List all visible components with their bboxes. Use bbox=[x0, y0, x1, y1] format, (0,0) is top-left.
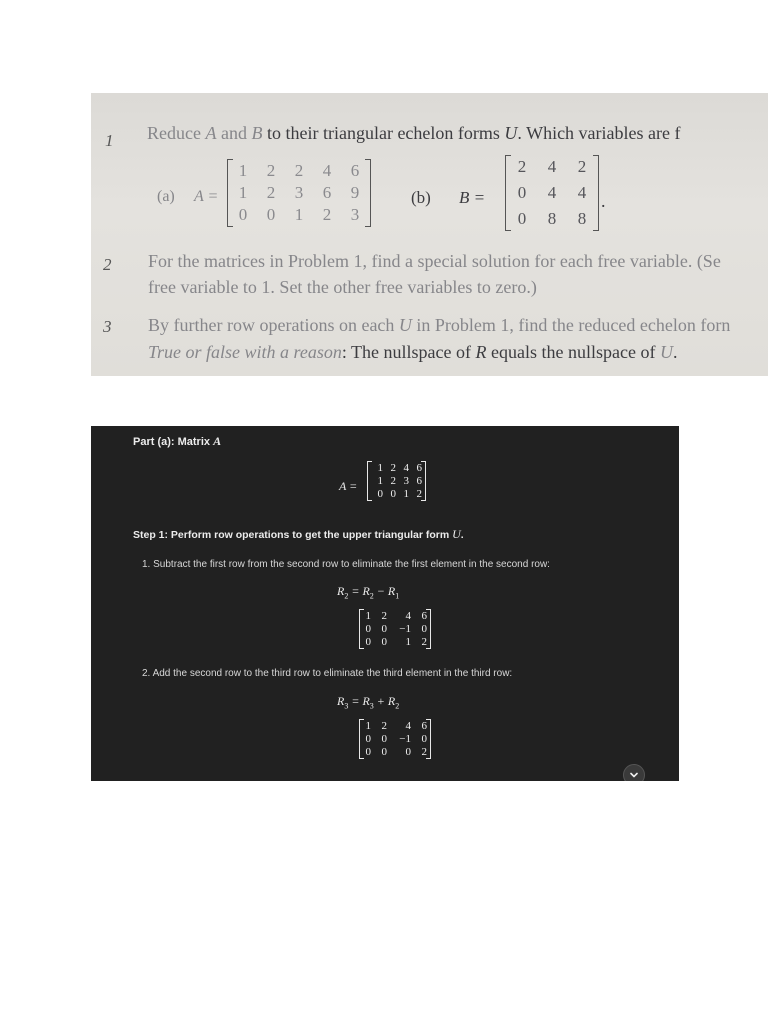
matrix-cell: 2 bbox=[322, 205, 332, 224]
matrix-cell: 1 bbox=[238, 183, 248, 202]
step-item-1: 1. Subtract the first row from the second row to eliminate the first element in the second row: bbox=[142, 559, 550, 570]
matrix-cell: 0 bbox=[381, 733, 387, 745]
matrix-cell: 0 bbox=[421, 623, 427, 635]
matrix-cell: 4 bbox=[405, 720, 411, 732]
matrix-cell: 2 bbox=[266, 183, 276, 202]
matrix-cell: 6 bbox=[421, 720, 427, 732]
matrix-cell: 0 bbox=[266, 205, 276, 224]
period-b: . bbox=[601, 191, 606, 211]
problem-3-line1: By further row operations on each U in Problem 1, find the reduced echelon forn bbox=[148, 315, 731, 335]
matrix-cell: 4 bbox=[403, 462, 409, 474]
matrix-cell: 4 bbox=[547, 157, 557, 176]
matrix-cell: 2 bbox=[577, 157, 587, 176]
step-item-2: 2. Add the second row to the third row to eliminate the third element in the third row: bbox=[142, 668, 513, 679]
matrix-cell: 6 bbox=[416, 462, 422, 474]
chevron-down-icon bbox=[629, 770, 639, 780]
label-a: (a) bbox=[157, 188, 175, 205]
matrix-cell: 4 bbox=[577, 183, 587, 202]
matrix-cell: 1 bbox=[377, 475, 383, 487]
matrix-cell: 0 bbox=[365, 733, 371, 745]
matrix-cell: 0 bbox=[381, 623, 387, 635]
matrix-cell: 0 bbox=[365, 636, 371, 648]
matrix-cell: 0 bbox=[365, 746, 371, 758]
matrix-cell: 0 bbox=[421, 733, 427, 745]
step1-title: Step 1: Perform row operations to get the upper triangular form U. bbox=[133, 527, 464, 541]
matrix-cell: 1 bbox=[365, 610, 371, 622]
matrix-cell: 2 bbox=[390, 475, 396, 487]
matrix-cell: 2 bbox=[421, 746, 427, 758]
matrix-cell: 3 bbox=[403, 475, 409, 487]
solution-panel bbox=[91, 426, 679, 781]
equation-2: $R_3 = R_3 + R_2$ bbox=[337, 694, 400, 711]
matrix-cell: 2 bbox=[381, 720, 387, 732]
matrix-cell: 8 bbox=[547, 209, 557, 228]
matrix-cell: 0 bbox=[381, 636, 387, 648]
problem-3-line2: True or false with a reason: The nullspace of R equals the nullspace of U. bbox=[148, 342, 678, 362]
problem-2-number: 2 bbox=[103, 255, 112, 274]
problem-3-number: 3 bbox=[103, 317, 112, 336]
matrix-step-2 bbox=[359, 719, 431, 759]
matrix-cell: 9 bbox=[350, 183, 360, 202]
matrix-cell: 6 bbox=[350, 161, 360, 180]
matrix-cell: 2 bbox=[294, 161, 304, 180]
matrix-cell: 3 bbox=[294, 183, 304, 202]
matrix-cell: 2 bbox=[421, 636, 427, 648]
matrix-a-lhs: A = bbox=[339, 479, 358, 493]
matrix-cell: 1 bbox=[377, 462, 383, 474]
lhs-a: A = bbox=[194, 188, 219, 205]
matrix-cell: 3 bbox=[350, 205, 360, 224]
part-a-title: Part (a): Matrix A bbox=[133, 434, 222, 448]
matrix-cell: 0 bbox=[405, 746, 411, 758]
problem-2-line2: free variable to 1. Set the other free variables to zero.) bbox=[148, 277, 537, 297]
matrix-cell: 2 bbox=[416, 488, 422, 500]
matrix-cell: 0 bbox=[365, 623, 371, 635]
lhs-b: B = bbox=[459, 188, 486, 207]
matrix-cell: 0 bbox=[390, 488, 396, 500]
matrix-cell: 1 bbox=[365, 720, 371, 732]
matrix-cell: 0 bbox=[238, 205, 248, 224]
textbook-photo bbox=[91, 93, 768, 376]
matrix-cell: 4 bbox=[405, 610, 411, 622]
matrix-cell: −1 bbox=[399, 623, 411, 635]
equation-1: $R_2 = R_2 - R_1$ bbox=[337, 584, 400, 601]
matrix-b-photo bbox=[505, 155, 599, 231]
problem-2-line1: For the matrices in Problem 1, find a special solution for each free variable. (Se bbox=[148, 251, 721, 271]
matrix-cell: 1 bbox=[238, 161, 248, 180]
matrix-cell: 1 bbox=[294, 205, 304, 224]
matrix-cell: 2 bbox=[390, 462, 396, 474]
matrix-step-1 bbox=[359, 609, 431, 649]
scroll-down-button[interactable] bbox=[623, 764, 645, 781]
matrix-cell: 1 bbox=[403, 488, 409, 500]
matrix-a bbox=[367, 461, 426, 501]
matrix-cell: 8 bbox=[577, 209, 587, 228]
matrix-cell: 1 bbox=[405, 636, 411, 648]
matrix-cell: 2 bbox=[381, 610, 387, 622]
matrix-cell: −1 bbox=[399, 733, 411, 745]
matrix-cell: 0 bbox=[377, 488, 383, 500]
matrix-cell: 4 bbox=[322, 161, 332, 180]
label-b: (b) bbox=[411, 188, 431, 207]
matrix-cell: 0 bbox=[381, 746, 387, 758]
matrix-cell: 0 bbox=[517, 209, 527, 228]
matrix-cell: 2 bbox=[517, 157, 527, 176]
matrix-cell: 6 bbox=[421, 610, 427, 622]
matrix-cell: 6 bbox=[322, 183, 332, 202]
matrix-cell: 2 bbox=[266, 161, 276, 180]
matrix-cell: 4 bbox=[547, 183, 557, 202]
problem-1-number: 1 bbox=[105, 131, 114, 150]
problem-1-text: Reduce A and B to their triangular echelon forms U. Which variables are f bbox=[147, 123, 681, 143]
matrix-a-photo bbox=[227, 159, 371, 227]
matrix-cell: 6 bbox=[416, 475, 422, 487]
matrix-cell: 0 bbox=[517, 183, 527, 202]
